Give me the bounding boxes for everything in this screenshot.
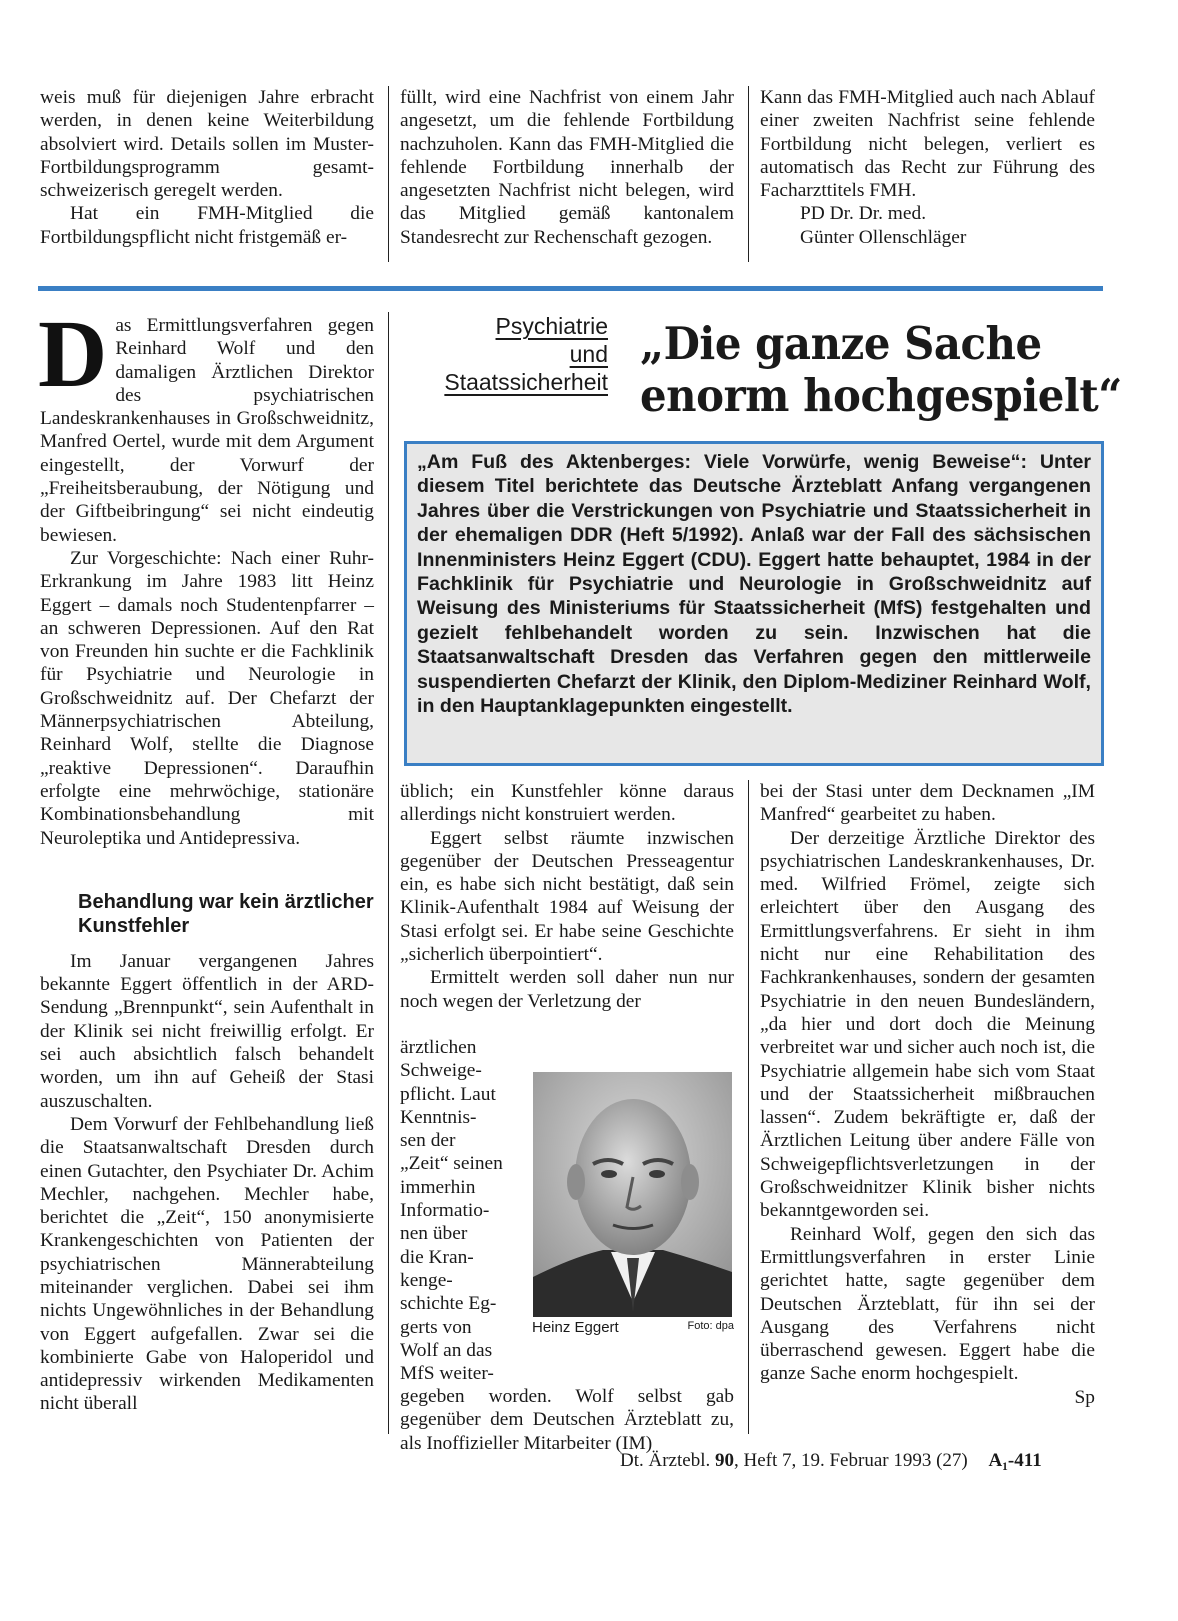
article-column-1 (38, 300, 374, 1416)
line: „Zeit“ seinen (400, 1153, 503, 1175)
headline-line: „Die ganze Sache (640, 317, 1042, 370)
kicker-line: Psychiatrie (495, 313, 608, 339)
line: MfS weiter- (400, 1363, 494, 1385)
paragraph-text: as Ermittlungsverfahren gegen Reinhard Wolf und den damaligen Ärztlichen Direktor des psychiatrischen Landeskrankenhauses in Großschweidnitz, Manfred Oertel, wurde mit dem Argument eingestellt, der Vorwurf der „Freiheitsberaubung, der Nötigung und der Giftbeibringung“ sei nicht eindeutig bewiesen. (40, 315, 374, 546)
article-column-2-narrow (400, 1036, 512, 1385)
paragraph: gegeben worden. Wolf selbst gab gegenüber dem Deutschen Ärzteblatt zu, als Inoffizieller Mitarbeiter (IM) (400, 1386, 734, 1454)
line: Wolf an das (400, 1339, 493, 1361)
headline (640, 318, 1122, 422)
top-column-1 (40, 86, 374, 249)
line: die Kran- (400, 1246, 474, 1268)
top-column-2 (400, 86, 734, 249)
journal-name: Dt. Ärztebl. (620, 1450, 711, 1471)
paragraph: Zur Vorgeschichte: Nach einer Ruhr-Erkrankung im Jahre 1983 litt Heinz Eggert – damals noch Studentenpfarrer – an schweren Depressionen. Auf den Rat von Freunden hin suchte er die Fachklinik für Psychiatrie und Neurologie in Großschweidnitz auf. Der Chefarzt der Männerpsychiatrischen Abteilung, Reinhard Wolf, stellte die Diagnose „reaktive Depressionen“. Daraufhin erfolgte eine mehrwöchige, stationäre Kombinationsbehandlung mit Neuroleptika und Antidepressiva. (40, 547, 374, 849)
photo-credit: Foto: dpa (687, 1320, 734, 1332)
line: ärztlichen (400, 1037, 477, 1058)
line: immerhin (400, 1176, 476, 1198)
paragraph: Im Januar vergangenen Jahres bekannte Eggert öffentlich in der ARD-Sendung „Brennpunkt“, sein Aufenthalt in der Klinik sei nicht freiwillig erfolgt. Er sei auch absichtlich falsch behandelt worden, um ihn auf Geheiß der Stasi auszuschalten. (40, 950, 374, 1112)
kicker-line: und (569, 341, 608, 367)
line: Kenntnis- (400, 1106, 477, 1128)
signature-line: PD Dr. Dr. med. (800, 203, 927, 225)
author-initials: Sp (1074, 1386, 1095, 1408)
signature-line: Günter Ollenschläger (800, 226, 967, 248)
paragraph: Kann das FMH-Mitglied auch nach Ablauf einer zweiten Nachfrist seine fehlende Fortbildung nicht belegen, verliert es automatisch das Recht zur Führung des Facharzttitels FMH. (760, 87, 1095, 202)
page-footer (620, 1450, 1042, 1472)
line: Schweige- (400, 1060, 482, 1082)
kicker (398, 312, 608, 396)
article-column-3 (760, 780, 1095, 1409)
page-number: A₁-411 (988, 1450, 1042, 1471)
issue-info: , Heft 7, 19. Februar 1993 (27) (733, 1450, 968, 1471)
portrait-photo (533, 1072, 732, 1317)
paragraph: Eggert selbst räumte inzwischen gegenüber der Deutschen Presseagentur ein, es habe sich nicht bestätigt, daß sein Klinik-Aufenthalt 1984 auf Weisung der Stasi erfolgt sei. Er habe seine Geschichte „sicherlich überpointiert“. (400, 827, 734, 966)
column-rule (748, 780, 749, 1434)
line: nen über (400, 1223, 468, 1245)
photo-caption (532, 1319, 734, 1336)
article-column-2-end (400, 1385, 734, 1455)
paragraph (38, 300, 374, 547)
line: kenge- (400, 1269, 453, 1291)
paragraph: Dem Vorwurf der Fehlbehandlung ließ die Staatsanwaltschaft Dresden durch einen Gutachter, den Psychiater Dr. Achim Mechler, nachgehen. Mechler habe, berichtet die „Zeit“, 150 anonymisierte Krankengeschichten von Patienten der psychiatrischen Männerabteilung miteinander verglichen. Dabei sei ihm nichts Ungewöhnliches in der Behandlung von Eggert aufgefallen. Zwar sei die kombinierte Gabe von Haloperidol und antidepressiv wirkenden Medikamenten nicht überall (40, 1113, 374, 1415)
column-rule (388, 312, 389, 1434)
kicker-line: Staatssicherheit (444, 369, 608, 395)
lead-box: „Am Fuß des Aktenberges: Viele Vorwürfe, wenig Beweise“: Unter diesem Titel berichtete das Deutsche Ärzteblatt Anfang vergangenen Jahres über die Verstrickungen von Psychiatrie und Staatssicherheit in der ehemaligen DDR (Heft 5/1992). Anlaß war der Fall des sächsischen Innenministers Heinz Eggert (CDU). Eggert hatte behauptet, 1984 in der Fachklinik für Psychiatrie und Neurologie in Großschweidnitz auf Weisung des Ministeriums für Staatssicherheit (MfS) festgehalten und gezielt fehlbehandelt worden zu sein. Inzwischen hat die Staatsanwaltschaft Dresden das Verfahren gegen den mittlerweile suspendierten Chefarzt der Klinik, den Diplom-Mediziner Reinhard Wolf, in den Hauptanklagepunkten eingestellt. (404, 441, 1104, 766)
journal-volume: 90 (714, 1450, 734, 1471)
line: Informatio- (400, 1200, 490, 1222)
drop-cap: D (38, 300, 108, 407)
headline-line: enorm hochgespielt“ (640, 369, 1122, 422)
paragraph: Der derzeitige Ärztliche Direktor des psychiatrischen Landeskrankenhauses, Dr. med. Wilfried Frömel, zeigte sich erleichtert über den Ausgang des Ermittlungsverfahrens. Er sieht in ihm nicht nur eine Rehabilitation des Fachkrankenhauses, sondern der gesamten Psychiatrie in den neuen Bundesländern, „da hier und dort doch die Meinung verbreitet war und sicher auch noch ist, die Psychiatrie allgemein habe sich vom Staat und der Staatssicherheit mißbrauchen lassen“. Zudem bekräftigte er, daß der Ärztlichen Leitung über andere Fälle von Schweigepflichtsverletzungen in der Großschweidnitzer Klinik bisher nichts bekanntgeworden sei. (760, 827, 1095, 1222)
line: sen der (400, 1130, 456, 1152)
paragraph: üblich; ein Kunstfehler könne daraus allerdings nicht konstruiert werden. (400, 781, 734, 826)
paragraph: Reinhard Wolf, gegen den sich das Ermittlungsverfahren in erster Linie gerichtet hatte, sagte gegenüber dem Deutschen Ärzteblatt, für ihn sei der Ausgang des Verfahrens nicht überraschend gewesen. Eggert habe die ganze Sache enorm hochgespielt. (760, 1223, 1095, 1385)
paragraph: Hat ein FMH-Mitglied die Fortbildungspflicht nicht fristgemäß er- (40, 203, 374, 248)
section-divider (38, 286, 1103, 291)
paragraph: weis muß für diejenigen Jahre erbracht werden, in denen keine Weiterbildung absolviert wird. Details sollen im Muster-Fortbildungsprogramm gesamt-schweizerisch geregelt werden. (40, 87, 374, 202)
column-rule (388, 86, 389, 262)
article-column-2 (400, 780, 734, 1013)
caption-text: Heinz Eggert (532, 1319, 619, 1336)
line: pflicht. Laut (400, 1083, 496, 1105)
subheading: Behandlung war kein ärztlicher Kunstfehler (78, 890, 374, 937)
paragraph: Ermittelt werden soll daher nun nur noch wegen der Verletzung der (400, 967, 734, 1012)
line: gerts von (400, 1316, 472, 1338)
paragraph: bei der Stasi unter dem Decknamen „IM Manfred“ gearbeitet zu haben. (760, 781, 1095, 826)
portrait-image (533, 1072, 732, 1317)
paragraph: füllt, wird eine Nachfrist von einem Jahr angesetzt, um die fehlende Fortbildung nachzuholen. Kann das FMH-Mitglied die fehlende Fortbildung innerhalb der angesetzten Nachfrist nicht belegen, wird das Mitglied gemäß kantonalem Standesrecht zur Rechenschaft gezogen. (400, 87, 734, 248)
top-column-3 (760, 86, 1095, 249)
column-rule (748, 86, 749, 262)
line: schichte Eg- (400, 1293, 497, 1315)
